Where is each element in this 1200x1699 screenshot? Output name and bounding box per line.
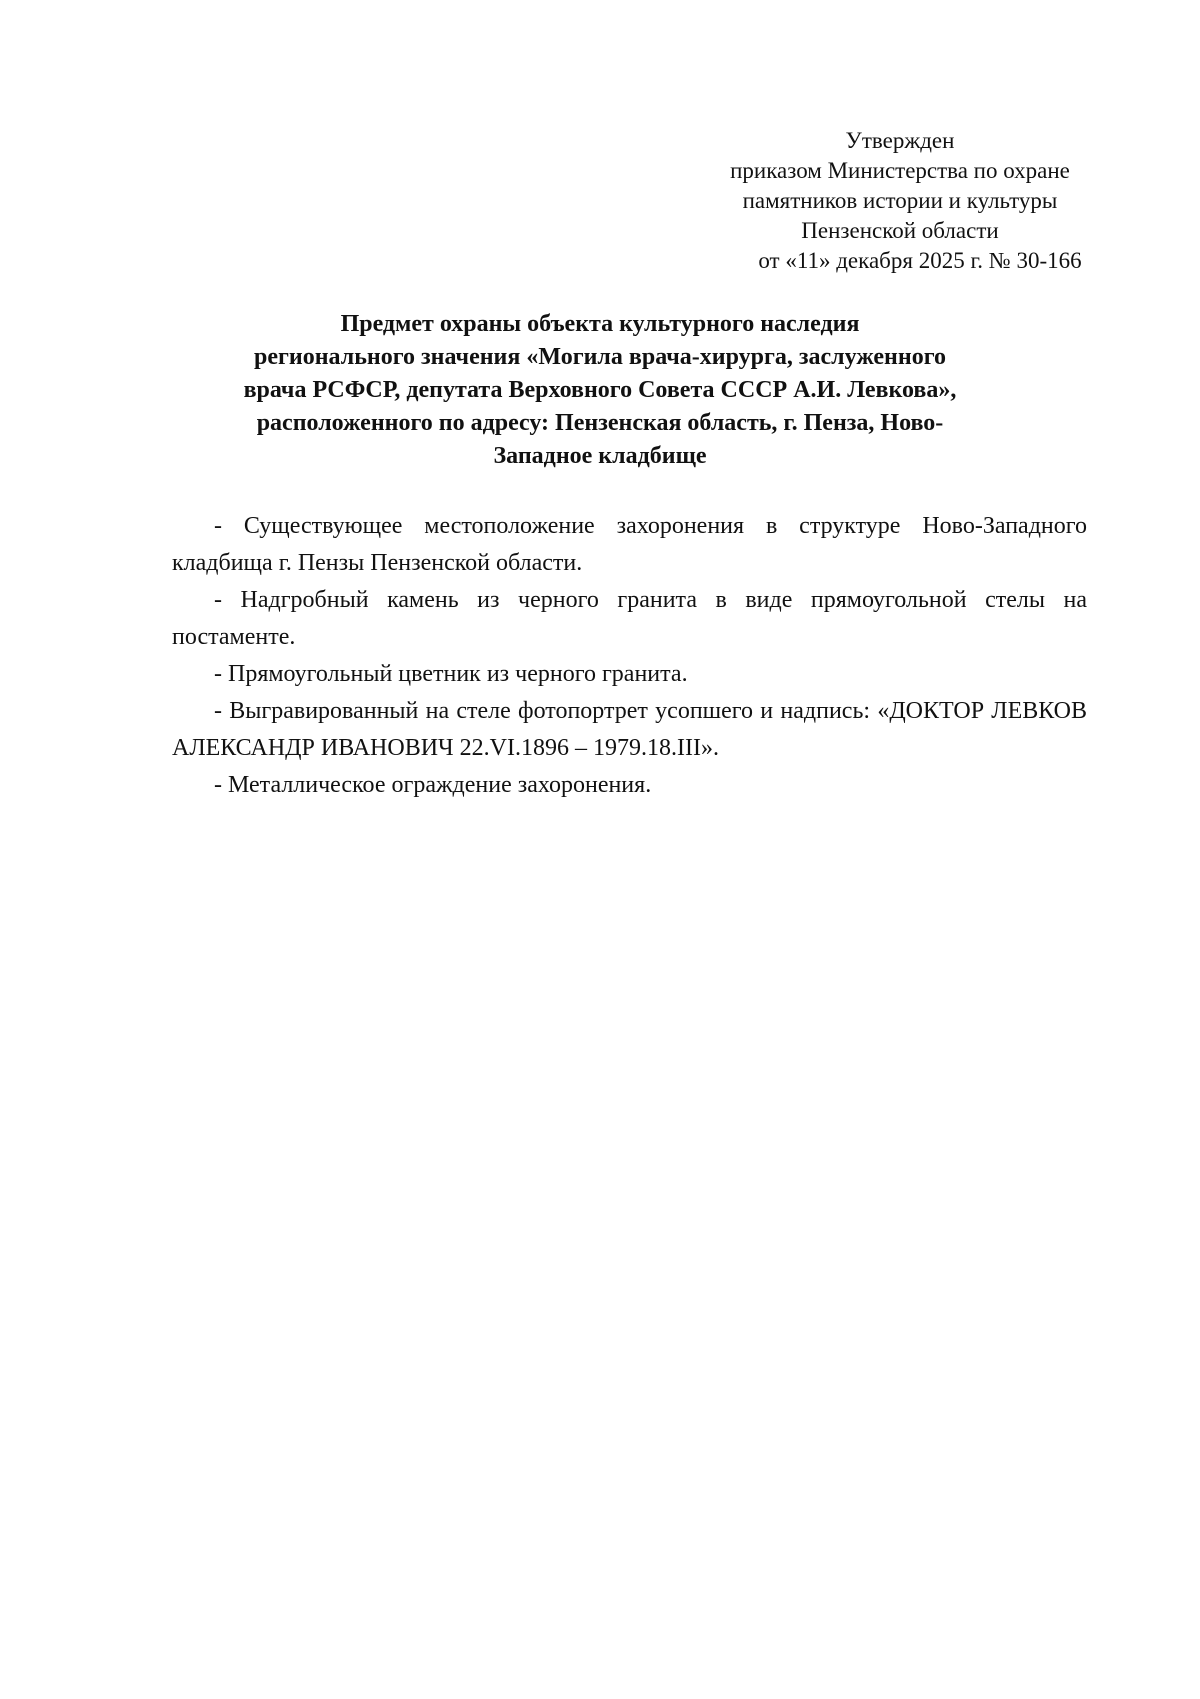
title-line-5: Западное кладбище	[493, 443, 707, 469]
document-title	[160, 308, 1040, 473]
approval-line-approved: Утвержден	[845, 128, 955, 153]
item-flowerbed: - Прямоугольный цветник из черного гранита.	[214, 661, 688, 687]
approval-block	[680, 126, 1120, 276]
title-line-3: врача РСФСР, депутата Верховного Совета СССР А.И. Левкова»,	[243, 377, 957, 403]
approval-line-region: Пензенской области	[801, 218, 999, 243]
approval-line-order: приказом Министерства по охране	[730, 158, 1070, 183]
item-engraving: - Выгравированный на стеле фотопортрет усопшего и надпись: «ДОКТОР ЛЕВКОВ АЛЕКСАНДР ИВАНОВИЧ 22.VI.1896 – 1979.18.III».	[172, 698, 1087, 761]
title-line-4: расположенного по адресу: Пензенская область, г. Пенза, Ново-	[256, 410, 944, 436]
protection-items-list	[172, 508, 1087, 804]
item-tombstone: - Надгробный камень из черного гранита в виде прямоугольной стелы на постаменте.	[172, 587, 1087, 650]
item-fence: - Металлическое ограждение захоронения.	[214, 772, 652, 798]
title-line-1: Предмет охраны объекта культурного наследия	[340, 311, 860, 337]
approval-line-date-number: от «11» декабря 2025 г. № 30-166	[758, 248, 1082, 273]
approval-line-monuments: памятников истории и культуры	[742, 188, 1058, 213]
title-line-2: регионального значения «Могила врача-хирурга, заслуженного	[253, 344, 947, 370]
item-location: - Существующее местоположение захоронения в структуре Ново-Западного кладбища г. Пензы Пензенской области.	[172, 513, 1087, 576]
